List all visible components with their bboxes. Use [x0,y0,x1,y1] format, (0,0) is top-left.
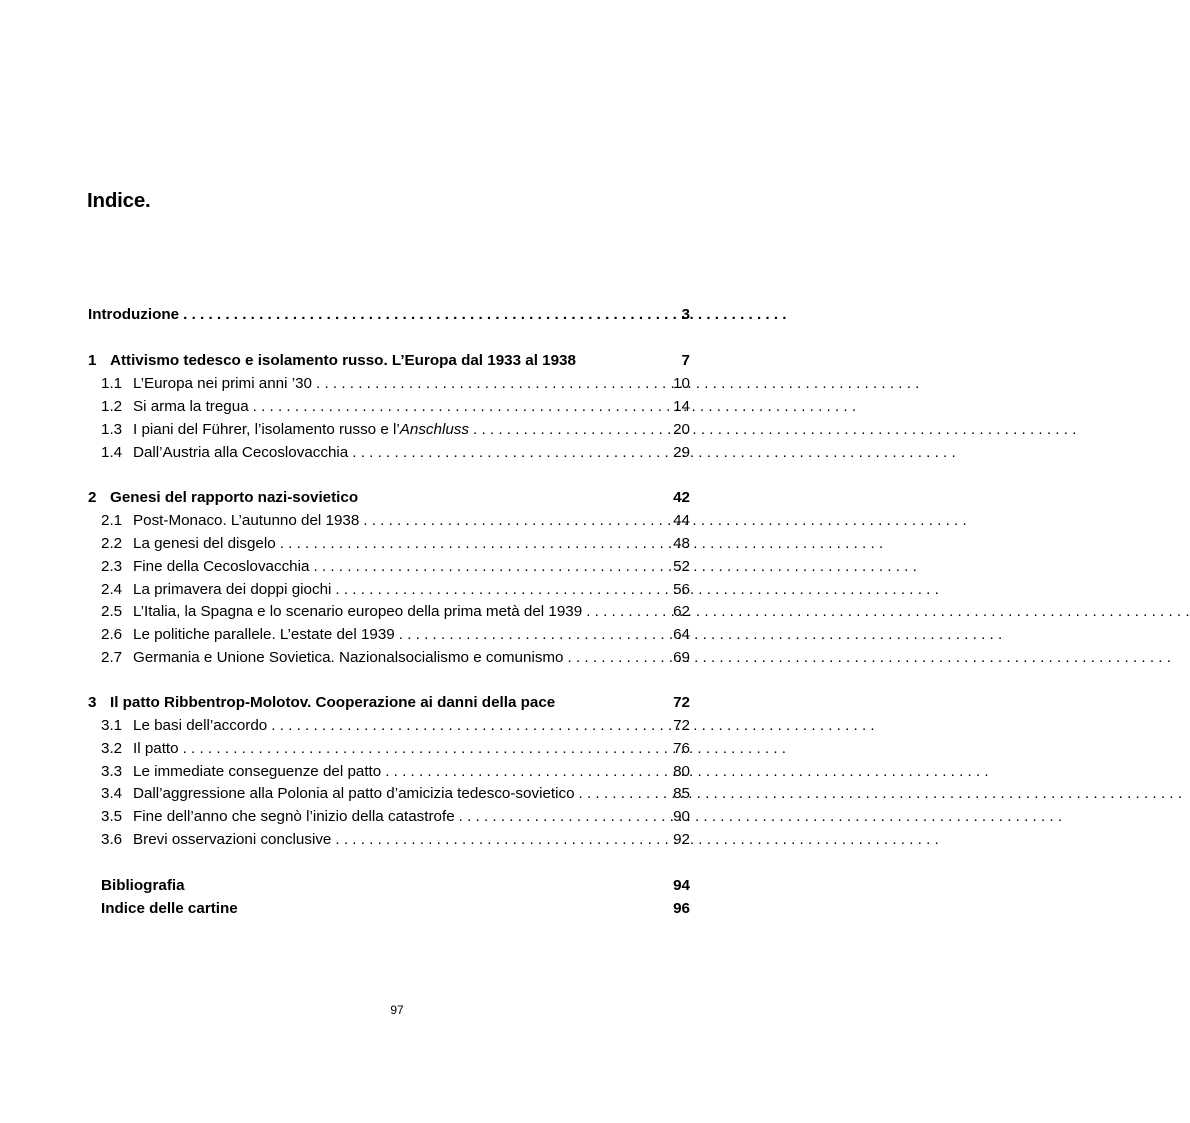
section-label: Si arma la tregua [133,398,249,415]
dot-leader [564,647,672,669]
dot-leader [381,761,672,783]
toc-chapter-1[interactable] [88,350,690,372]
dot-leader [179,738,672,760]
section-number: 2.1 [101,512,123,529]
section-label: Dall’aggressione alla Polonia al patto d’amicizia tedesco-sovietico [133,785,575,802]
chapter-title: Il patto Ribbentrop-Molotov. Cooperazione ai danni della pace [110,694,556,711]
chapter-title: Genesi del rapporto nazi-sovietico [110,489,359,506]
page-title: Indice. [87,189,151,212]
chapter-title: Attivismo tedesco e isolamento russo. L’Europa dal 1933 al 1938 [110,352,576,369]
section-number: 2.2 [101,535,123,552]
dot-leader [469,419,672,441]
dot-leader [455,806,672,828]
section-page: 90 [673,808,690,825]
toc-section-2-5[interactable] [101,601,690,623]
dot-leader [348,442,672,464]
section-page: 20 [673,421,690,438]
toc-entry-page: 96 [673,900,690,917]
section-label: Le basi dell’accordo [133,717,268,734]
section-number: 2.6 [101,626,123,643]
toc-section-3-5[interactable] [101,806,690,828]
section-label: La primavera dei doppi giochi [133,581,332,598]
toc-chapter-2[interactable] [88,487,690,509]
toc-entry-indice-cartine[interactable] [101,898,690,920]
dot-leader [276,533,672,555]
page-number: 97 [390,1003,404,1017]
toc-entry-bibliografia[interactable] [101,875,690,897]
section-page: 62 [673,603,690,620]
toc-section-2-1[interactable] [101,510,690,532]
dot-leader [249,396,672,418]
section-label: Germania e Unione Sovietica. Nazionalsocialismo e comunismo [133,649,564,666]
toc-chapter-3[interactable] [88,692,690,714]
dot-leader [331,829,672,851]
toc-entry-label: Introduzione [88,306,180,323]
toc-section-2-6[interactable] [101,624,690,646]
chapter-page: 42 [673,489,690,506]
dot-leader [179,304,672,326]
dot-leader [575,783,672,805]
section-number: 3.6 [101,831,123,848]
section-label-text: I piani del Führer, l’isolamento russo e l’ [133,421,400,438]
section-number: 1.1 [101,375,123,392]
section-page: 85 [673,785,690,802]
toc-section-3-4[interactable] [101,783,690,805]
section-label: La genesi del disgelo [133,535,276,552]
section-label: Le immediate conseguenze del patto [133,763,382,780]
section-page: 44 [673,512,690,529]
section-page: 56 [673,581,690,598]
section-number: 2.4 [101,581,123,598]
dot-leader [331,579,672,601]
section-number: 3.4 [101,785,123,802]
toc-entry-label: Bibliografia [101,877,185,894]
section-page: 52 [673,558,690,575]
toc-section-1-2[interactable] [101,396,690,418]
chapter-number: 2 [88,489,97,506]
dot-leader [395,624,672,646]
section-label: L’Italia, la Spagna e lo scenario europeo della prima metà del 1939 [133,603,583,620]
toc-section-3-2[interactable] [101,738,690,760]
toc-section-2-4[interactable] [101,579,690,601]
section-label: Le politiche parallele. L’estate del 1939 [133,626,395,643]
section-page: 76 [673,740,690,757]
toc-section-3-6[interactable] [101,829,690,851]
section-page: 80 [673,763,690,780]
section-number: 2.7 [101,649,123,666]
section-page: 29 [673,444,690,461]
toc-section-1-4[interactable] [101,442,690,464]
section-label: Fine della Cecoslovacchia [133,558,310,575]
section-number: 1.4 [101,444,123,461]
section-page: 92 [673,831,690,848]
dot-leader [582,601,672,623]
section-label: Il patto [133,740,179,757]
section-number: 1.2 [101,398,123,415]
toc-entry-page: 3 [681,306,690,323]
section-page: 72 [673,717,690,734]
section-page: 48 [673,535,690,552]
dot-leader [359,510,672,532]
section-label-italic: Anschluss [399,421,469,438]
chapter-page: 72 [673,694,690,711]
section-label [133,419,469,441]
section-page: 64 [673,626,690,643]
toc-section-2-3[interactable] [101,556,690,578]
toc-section-3-1[interactable] [101,715,690,737]
toc-entry-introduzione[interactable] [88,304,690,326]
section-label: Brevi osservazioni conclusive [133,831,332,848]
section-number: 3.1 [101,717,123,734]
section-number: 3.5 [101,808,123,825]
dot-leader [309,556,672,578]
dot-leader [312,373,672,395]
section-page: 69 [673,649,690,666]
toc-section-1-3[interactable] [101,419,690,441]
toc-entry-label: Indice delle cartine [101,900,238,917]
chapter-number: 3 [88,694,97,711]
section-number: 2.3 [101,558,123,575]
section-label: Fine dell’anno che segnò l’inizio della catastrofe [133,808,455,825]
section-number: 3.2 [101,740,123,757]
section-label: L’Europa nei primi anni ’30 [133,375,312,392]
toc-section-2-7[interactable] [101,647,690,669]
toc-section-1-1[interactable] [101,373,690,395]
dot-leader [267,715,672,737]
chapter-page: 7 [681,352,690,369]
section-label: Dall’Austria alla Cecoslovacchia [133,444,349,461]
toc-section-2-2[interactable] [101,533,690,555]
section-label: Post-Monaco. L’autunno del 1938 [133,512,360,529]
toc-entry-page: 94 [673,877,690,894]
section-number: 1.3 [101,421,123,438]
section-number: 3.3 [101,763,123,780]
toc-section-3-3[interactable] [101,761,690,783]
section-number: 2.5 [101,603,123,620]
section-page: 14 [673,398,690,415]
section-page: 10 [673,375,690,392]
chapter-number: 1 [88,352,97,369]
